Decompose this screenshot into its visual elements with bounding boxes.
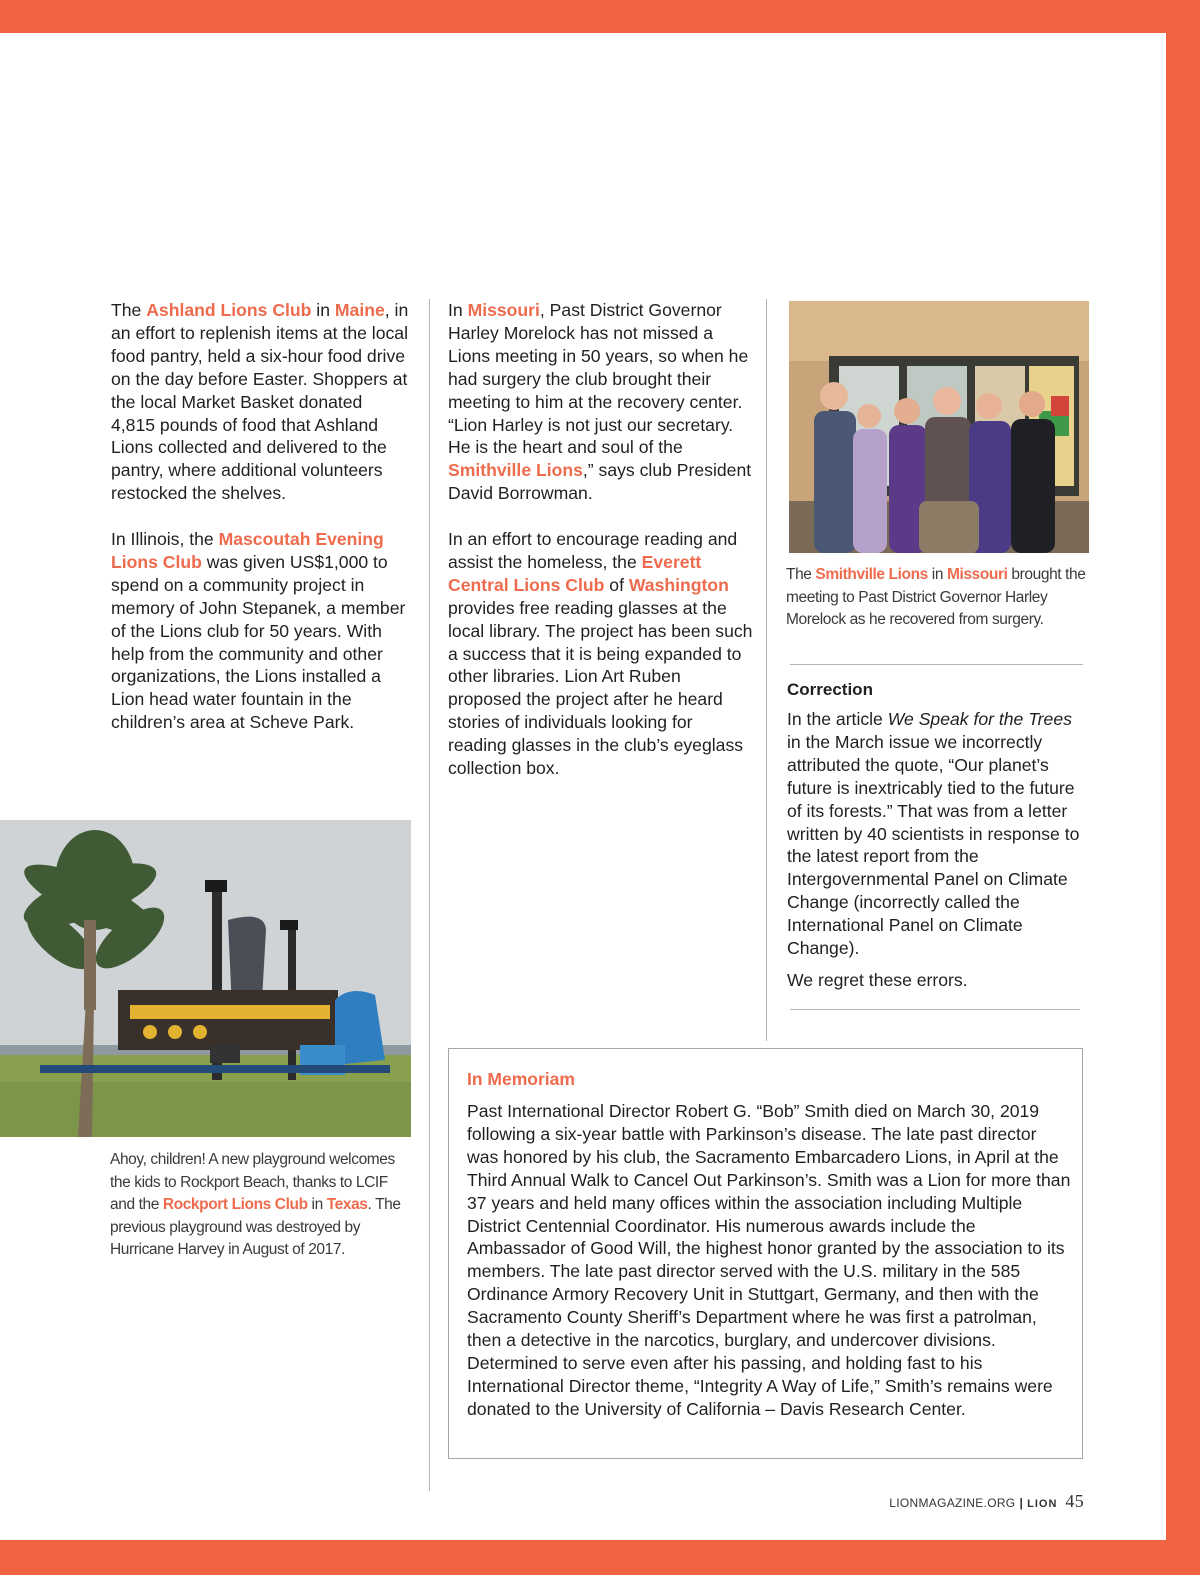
correction-body: [787, 708, 1087, 960]
state-name-missouri: Missouri: [946, 566, 1008, 583]
text: , Past District Governor Harley Morelock has not missed a Lions meeting in 50 years, so when he had surgery the club brought their meeting to him at the recovery center. “Lion Harley is not just our secretary. He is the heart and soul of the: [448, 300, 749, 458]
correction-bottom-rule: [790, 1009, 1080, 1010]
state-name-maine: Maine: [334, 300, 385, 320]
state-name-texas: Texas: [326, 1196, 368, 1214]
text: in the March issue we incorrectly attributed the quote, “Our planet’s future is inextricably tied to the future of its forests.” That was from a letter written by 40 scientists in response to the latest report from the Intergovernmental Panel on Climate Change (incorrectly called the International Panel on Climate Change).: [787, 731, 1080, 959]
text: In Illinois, the: [111, 529, 219, 550]
column-1: [111, 299, 411, 734]
club-name-smithville: Smithville Lions: [448, 460, 583, 481]
rockport-playground-photo: [0, 820, 411, 1137]
in-memoriam-title: In Memoriam: [467, 1069, 575, 1089]
mascoutah-paragraph: [111, 528, 411, 734]
group-photo-illustration: [789, 301, 1089, 553]
state-name-missouri: Missouri: [467, 300, 540, 320]
text: The: [786, 566, 816, 583]
missouri-paragraph: [448, 299, 753, 505]
in-memoriam-box: [448, 1048, 1083, 1459]
club-name-rockport: Rockport Lions Club: [162, 1196, 308, 1214]
ashland-paragraph: [111, 299, 411, 505]
page-number: 45: [1065, 1491, 1084, 1511]
correction-top-rule: [790, 664, 1083, 665]
smithville-lions-photo: [789, 301, 1089, 553]
state-name-washington: Washington: [628, 574, 729, 595]
text: , in an effort to replenish items at the local food pantry, held a six-hour food drive on the day before Easter. Shoppers at the local Market Basket donated 4,815 pounds of food that Ashland Lions collected and delivered to the pantry, where additional volunteers restocked the shelves.: [111, 300, 409, 504]
playground-illustration: [0, 820, 411, 1137]
playground-photo-caption: [110, 1149, 410, 1262]
magazine-page: [0, 33, 1166, 1540]
correction-box: [787, 680, 1087, 992]
page-footer: [889, 1491, 1084, 1512]
column-divider-1: [429, 299, 430, 1491]
club-name-mascoutah: Mascoutah Evening Lions Club: [111, 529, 384, 572]
text: brought the meeting to Past District Governor Harley Morelock as he recovered from surgery.: [786, 566, 1086, 629]
text: provides free reading glasses at the local library. The project has been such a success that it is being expanded to other libraries. Lion Art Ruben proposed the project after he heard stories of individuals looking for reading glasses in the club’s eyeglass collection box.: [448, 597, 753, 779]
text: Ahoy, children! A new playground welcomes the kids to Rockport Beach, thanks to LCIF and the: [110, 1151, 395, 1214]
text: in: [307, 1196, 327, 1214]
column-2: [448, 299, 753, 780]
correction-title: Correction: [787, 680, 873, 699]
footer-site-link[interactable]: LIONMAGAZINE.ORG: [889, 1496, 1016, 1510]
club-name-everett: Everett Central Lions Club: [448, 551, 702, 595]
correction-regret: We regret these errors.: [787, 969, 968, 990]
in-memoriam-body: Past International Director Robert G. “Bob” Smith died on March 30, 2019 following a six-year battle with Parkinson’s disease. The late past director was honored by his club, the Sacramento Embarcadero Lions, in April at the Third Annual Walk to Cancel Out Parkinson’s. Smith was a Lion for more than 37 years and held many offices within the association including Multiple District Centennial Coordinator. His numerous awards include the Ambassador of Good Will, the highest honor granted by the association to its members. The late past director served with the U.S. military in the 585 Ordinance Armory Recovery Unit in Stuttgart, Germany, and then with the Sacramento County Sheriff’s Department where he was first a patrolman, then a detective in the narcotics, burglary, and undercover divisions. Determined to serve even after his passing, and holding fast to his International Director theme, “Integrity A Way of Life,” Smith’s remains were donated to the University of California – Davis Research Center.: [467, 1101, 1071, 1419]
text: in: [311, 300, 335, 320]
text: ,” says club President David Borrowman.: [448, 460, 752, 504]
text: . The previous playground was destroyed by Hurricane Harvey in August of 2017.: [110, 1196, 401, 1259]
club-name-ashland: Ashland Lions Club: [146, 300, 312, 320]
everett-paragraph: [448, 528, 753, 780]
article-title: We Speak for the Trees: [887, 709, 1072, 729]
club-name-smithville: Smithville Lions: [815, 566, 928, 583]
column-divider-2: [766, 299, 767, 1041]
footer-separator: |: [1019, 1496, 1024, 1510]
text: In an effort to encourage reading and assist the homeless, the: [448, 529, 738, 572]
footer-magazine-name: LION: [1027, 1498, 1058, 1510]
text: In the article: [787, 709, 888, 729]
text: of: [604, 574, 629, 595]
text: in: [927, 566, 947, 583]
smithville-photo-caption: [786, 564, 1086, 632]
text: The: [111, 300, 147, 320]
text: In: [448, 300, 468, 320]
text: was given US$1,000 to spend on a community project in memory of John Stepanek, a member of the Lions club for 50 years. With help from the community and other organizations, the Lions installed a Lion head water fountain in the children’s area at Scheve Park.: [111, 551, 406, 733]
